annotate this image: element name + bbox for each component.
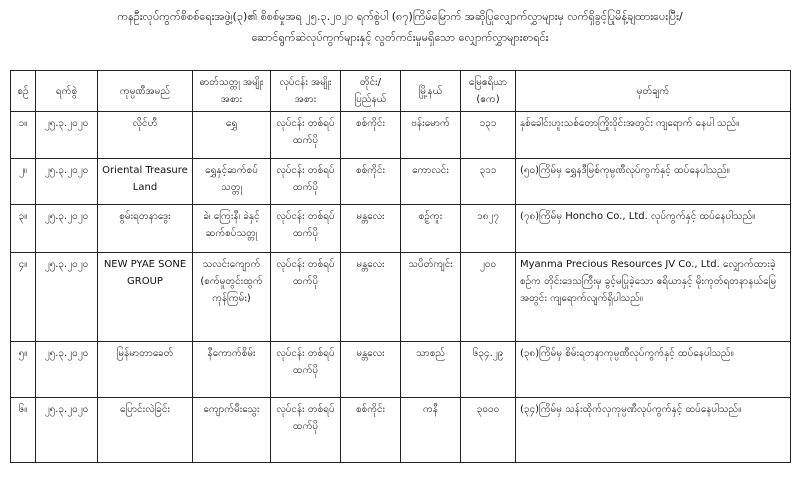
cell-mineral: ကျောက်မီးသွေး <box>193 398 271 463</box>
cell-mineral: နီကောက်စိမ်း <box>193 342 271 398</box>
cell-area: ၃၀၀၀ <box>461 398 516 463</box>
cell-date: ၂၅.၃.၂၀၂၀ <box>36 253 98 342</box>
header-mineral: ဓာတ်သတ္တု အမျိုးအစား <box>193 71 271 112</box>
cell-area: ၂၀၀ <box>461 253 516 342</box>
cell-township: သပိတ်ကျင်း <box>401 253 461 342</box>
cell-remarks: (၅၀)ကြိမ်မှ ရွှေနဒီမြစ်ကုမ္ပဏီလုပ်ကွက်နှင့် ထပ်နေပါသည်။ <box>516 159 791 205</box>
cell-remarks: (၇၈)ကြိမ်မှ Honcho Co., Ltd. လုပ်ကွက်နှင့် ထပ်နေပါသည်။ <box>516 205 791 253</box>
table-row <box>11 205 791 253</box>
table-row <box>11 398 791 463</box>
cell-remarks: နှစ်ခေါင်းဟူးသစ်တောကြိုးဝိုင်းအတွင်း ကျရောက် နေပါ သည်။ <box>516 112 791 159</box>
cell-remarks: (၃၈)ကြိမ်မှ စိမ်းရတနာကုမ္ပဏီလုပ်ကွက်နှင့် ထပ်နေပါသည်။ <box>516 342 791 398</box>
title-line-2: ဆောင်ရွက်ဆဲလုပ်ကွက်များနှင့် လွတ်ကင်းမှုမရှိသော လျှောက်လွှာများစာရင်း <box>251 31 549 44</box>
cell-date: ၂၅.၃.၂၀၂၀ <box>36 205 98 253</box>
cell-work-type: လုပ်ငန်း တစ်ရပ်ထက်ပို <box>271 112 341 159</box>
cell-region: မန္တလေး <box>341 205 401 253</box>
cell-company: မြန်မာတာခေတ် <box>98 342 193 398</box>
cell-serial: ၆။ <box>11 398 36 463</box>
document-title <box>10 6 790 48</box>
cell-work-type: လုပ်ငန်း တစ်ရပ်ထက်ပို <box>271 159 341 205</box>
cell-mineral: ရွှေ <box>193 112 271 159</box>
cell-region: စစ်ကိုင်း <box>341 398 401 463</box>
header-work-type: လုပ်ငန်း အမျိုးအစား <box>271 71 341 112</box>
header-remarks: မှတ်ချက် <box>516 71 791 112</box>
cell-serial: ၄။ <box>11 253 36 342</box>
table-row <box>11 253 791 342</box>
cell-work-type: လုပ်ငန်း တစ်ရပ်ထက်ပို <box>271 205 341 253</box>
cell-serial: ၁။ <box>11 112 36 159</box>
cell-work-type: လုပ်ငန်း တစ်ရပ်ထက်ပို <box>271 342 341 398</box>
cell-date: ၂၅.၃.၂၀၂၀ <box>36 342 98 398</box>
cell-work-type: လုပ်ငန်း တစ်ရပ်ထက်ပို <box>271 398 341 463</box>
cell-mineral: ရွှေနှင့်ဆက်စပ် သတ္တု <box>193 159 271 205</box>
cell-region: စစ်ကိုင်း <box>341 159 401 205</box>
cell-township: ဗန်းမောက် <box>401 112 461 159</box>
cell-work-type: လုပ်ငန်း တစ်ရပ်ထက်ပို <box>271 253 341 342</box>
applications-table <box>10 70 791 463</box>
cell-township: စဉ့်ကူး <box>401 205 461 253</box>
header-date: ရက်စွဲ <box>36 71 98 112</box>
cell-area: ၃၁၁ <box>461 159 516 205</box>
cell-remarks: (၃၄)ကြိမ်မှ သန်းထိုက်လှကုမ္ပဏီလုပ်ကွက်နှင့် ထပ်နေပါသည်။ <box>516 398 791 463</box>
header-row <box>11 71 791 112</box>
cell-region: မန္တလေး <box>341 253 401 342</box>
cell-region: မန္တလေး <box>341 342 401 398</box>
header-company: ကုမ္ပဏီအမည် <box>98 71 193 112</box>
table-row <box>11 342 791 398</box>
cell-mineral: ခဲ၊ ကြေးနီ၊ ခဲနှင့် ဆက်စပ်သတ္တု <box>193 205 271 253</box>
cell-mineral: သလင်းကျောက် (စက်မှုတွင်းထွက် ကုန်ကြမ်း) <box>193 253 271 342</box>
cell-company: Oriental Treasure Land <box>98 159 193 205</box>
cell-remarks: Myanma Precious Resources JV Co., Ltd. လျှောက်ထားခဲ့စဉ်က တိုင်းဒေသကြီးမှ ခွင့်မပြုခဲ့သော ဧရိယာနှင့် မိုးကုတ်ရတနာနယ်မြေ အတွင်း ကျရောက်လျက်ရှိပါသည်။ <box>516 253 791 342</box>
cell-township: ကောလင်း <box>401 159 461 205</box>
cell-company: လိုင်ဟီ <box>98 112 193 159</box>
cell-date: ၂၅.၃.၂၀၂၀ <box>36 398 98 463</box>
title-line-1: ကနဦးလုပ်ကွက်စိစစ်ရေးအဖွဲ့၊(၃)၏ စိစစ်မှုအရ ၂၅.၃.၂၀၂၀ ရက်စွဲပါ (၈၇)ကြိမ်မြောက် အဆိုပြုလျှောက်လွှာများမှ လက်ရှိခွင့်ပြုမိန့်ချထားပေးပြီး/ <box>117 10 683 23</box>
cell-township: ကနီ <box>401 398 461 463</box>
table-row <box>11 112 791 159</box>
cell-area: ၁၈၂၇ <box>461 205 516 253</box>
cell-region: စစ်ကိုင်း <box>341 112 401 159</box>
cell-date: ၂၅.၃.၂၀၂၀ <box>36 112 98 159</box>
header-township: မြို့နယ် <box>401 71 461 112</box>
cell-area: ၁၃၁ <box>461 112 516 159</box>
table-row <box>11 159 791 205</box>
header-serial: စဉ် <box>11 71 36 112</box>
header-area: မြေဧရိယာ (ဧက) <box>461 71 516 112</box>
cell-date: ၂၅.၃.၂၀၂၀ <box>36 159 98 205</box>
cell-serial: ၅။ <box>11 342 36 398</box>
cell-serial: ၃။ <box>11 205 36 253</box>
cell-company: ပြောင်းလဲခြင်း <box>98 398 193 463</box>
cell-company: NEW PYAE SONE GROUP <box>98 253 193 342</box>
header-region: တိုင်း/ ပြည်နယ် <box>341 71 401 112</box>
cell-serial: ၂။ <box>11 159 36 205</box>
cell-company: စွမ်းရတနာဒွေး <box>98 205 193 253</box>
cell-area: ၆၃၄.၂၉ <box>461 342 516 398</box>
cell-township: သာစည် <box>401 342 461 398</box>
